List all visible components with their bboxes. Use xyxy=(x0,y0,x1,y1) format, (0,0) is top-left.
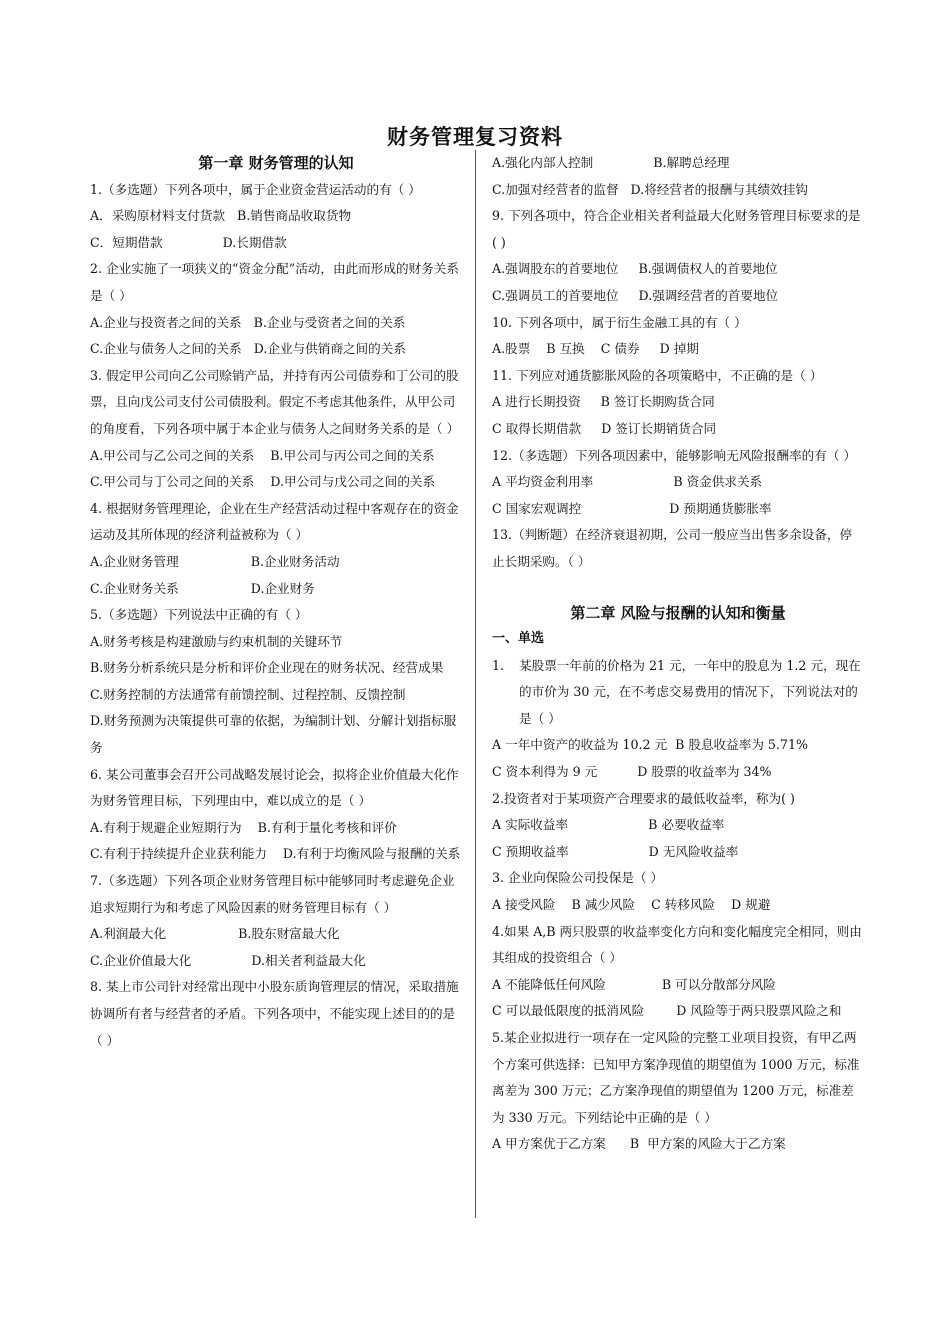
question-text: 10. 下列各项中，属于衍生金融工具的有（ ） xyxy=(492,314,747,330)
answer-options: C 国家宏观调控 D 预期通货膨胀率 xyxy=(492,500,772,516)
answer-options: C.加强对经营者的监督 D.将经营者的报酬与其绩效挂钩 xyxy=(492,181,808,197)
numbered-question xyxy=(492,653,864,733)
answer-options: A.甲公司与乙公司之间的关系 B.甲公司与丙公司之间的关系 C.甲公司与丁公司之间的关系 D.甲公司与戊公司之间的关系 xyxy=(90,447,451,490)
chapter1-heading: 第一章 财务管理的认知 xyxy=(198,154,354,172)
answer-options: A 进行长期投资 B 签订长期购货合同 xyxy=(492,394,715,410)
question-text: 1.（多选题）下列各项中，属于企业资金营运活动的有（ ） xyxy=(90,181,421,197)
answer-options: C 资本利得为 9 元 D 股票的收益率为 34% xyxy=(492,764,772,780)
question-text: 8. 某上市公司针对经常出现中小股东质询管理层的情况，采取措施协调所有者与经营者的矛盾。下列各项中，不能实现上述目的的是（ ） xyxy=(90,979,459,1048)
answer-option: C.财务控制的方法通常有前馈控制、过程控制、反馈控制 xyxy=(90,686,406,702)
section-gap xyxy=(492,576,864,600)
question-text: 12.（多选题）下列各项因素中，能够影响无风险报酬率的有（ ） xyxy=(492,447,857,463)
answer-options: A 一年中资产的收益为 10.2 元 B 股息收益率为 5.71% xyxy=(492,737,808,753)
answer-options: A 实际收益率 B 必要收益率 xyxy=(492,817,725,833)
answer-options: A.强调股东的首要地位 B.强调债权人的首要地位 xyxy=(492,261,778,277)
question-text: 4. 根据财务管理理论，企业在生产经营活动过程中客观存在的资金运动及其所体现的经济利益被称为（ ） xyxy=(90,500,459,543)
question-text: 6. 某公司董事会召开公司战略发展讨论会，拟将企业价值最大化作为财务管理目标，下列理由中，难以成立的是（ ） xyxy=(90,766,459,809)
answer-options: A 平均资金利用率 B 资金供求关系 xyxy=(492,474,763,490)
answer-options: A 接受风险 B 减少风险 C 转移风险 D 规避 xyxy=(492,897,771,913)
question-text: 7.（多选题）下列各项企业财务管理目标中能够同时考虑避免企业追求短期行为和考虑了风险因素的财务管理目标有（ ） xyxy=(90,873,455,915)
answer-options: C 可以最低限度的抵消风险 D 风险等于两只股票风险之和 xyxy=(492,1003,842,1019)
answer-options: A 甲方案优于乙方案 B 甲方案的风险大于乙方案 xyxy=(492,1136,786,1152)
question-text: 某股票一年前的价格为 21 元，一年中的股息为 1.2 元，现在的市价为 30 元，在不考虑交易费用的情况下，下列说法对的是（ ） xyxy=(519,657,861,726)
answer-options: A.强化内部人控制 B.解聘总经理 xyxy=(492,155,730,170)
section-label: 一、单选 xyxy=(492,631,545,647)
question-text: 3. 假定甲公司向乙公司赊销产品，并持有丙公司债券和丁公司的股票，且向戊公司支付公司债股利。假定不考虑其他条件，从甲公司的角度看，下列各项中属于本企业与债务人之间财务关系的是（ ） xyxy=(90,367,460,436)
document-title: 财务管理复习资料 xyxy=(387,125,563,149)
left-column xyxy=(90,150,462,1054)
answer-option: A.财务考核是构建激励与约束机制的关键环节 xyxy=(90,633,343,649)
question-text: 11. 下列应对通货膨胀风险的各项策略中，不正确的是（ ） xyxy=(492,367,823,383)
answer-options: C.企业财务关系 D.企业财务 xyxy=(90,580,315,596)
answer-options: C．短期借款 D.长期借款 xyxy=(90,234,287,250)
answer-option: B.财务分析系统只是分析和评价企业现在的财务状况、经营成果 xyxy=(90,660,444,676)
question-text: 2. 企业实施了一项狭义的“资金分配”活动，由此而形成的财务关系是（ ） xyxy=(90,261,459,303)
column-divider xyxy=(475,150,476,1218)
question-text: 4.如果 A,B 两只股票的收益率变化方向和变化幅度完全相同，则由其组成的投资组合（ ） xyxy=(492,923,862,966)
question-number: 1. xyxy=(492,657,505,673)
answer-option: D.财务预测为决策提供可靠的依据，为编制计划、分解计划指标服务 xyxy=(90,713,457,756)
question-text: 5.某企业拟进行一项存在一定风险的完整工业项目投资，有甲乙两个方案可供选择：已知甲方案净现值的期望值为 1000 万元，标准离差为 300 万元；乙方案净现值的期望值为 1200 万元，标准差为 330 万元。下列结论中正确的是（ ） xyxy=(492,1030,860,1125)
answer-options: A．采购原材料支付货款 B.销售商品收取货物 xyxy=(90,208,352,224)
answer-options: A.企业财务管理 B.企业财务活动 xyxy=(90,553,340,569)
answer-options: A.有利于规避企业短期行为 B.有利于量化考核和评价 xyxy=(90,819,397,835)
answer-options: C.强调员工的首要地位 D.强调经营者的首要地位 xyxy=(492,287,779,303)
answer-options: A.利润最大化 B.股东财富最大化 xyxy=(90,926,340,942)
answer-options: A 不能降低任何风险 B 可以分散部分风险 xyxy=(492,976,776,992)
answer-options: C 取得长期借款 D 签订长期销货合同 xyxy=(492,420,717,436)
right-column xyxy=(492,150,864,1158)
answer-options: C.企业与债务人之间的关系 D.企业与供销商之间的关系 xyxy=(90,341,406,357)
answer-options: A.企业与投资者之间的关系 B.企业与受资者之间的关系 xyxy=(90,314,406,330)
question-text: 2.投资者对于某项资产合理要求的最低收益率，称为( ) xyxy=(492,790,795,806)
answer-options: A.股票 B 互换 C 债券 D 掉期 xyxy=(492,341,699,357)
chapter2-heading: 第二章 风险与报酬的认知和衡量 xyxy=(570,603,786,622)
question-text: 5.（多选题）下列说法中正确的有（ ） xyxy=(90,607,308,623)
answer-options: C 预期收益率 D 无风险收益率 xyxy=(492,843,739,859)
answer-options: C.企业价值最大化 D.相关者利益最大化 xyxy=(90,952,366,968)
question-text: 3. 企业向保险公司投保是（ ） xyxy=(492,870,664,886)
answer-options: C.有利于持续提升企业获利能力 D.有利于均衡风险与报酬的关系 xyxy=(90,846,461,862)
question-text: 13.（判断题）在经济衰退初期，公司一般应当出售多余设备，停止长期采购。（ ） xyxy=(492,527,853,569)
question-text: 9. 下列各项中，符合企业相关者利益最大化财务管理目标要求的是( ) xyxy=(492,208,861,250)
